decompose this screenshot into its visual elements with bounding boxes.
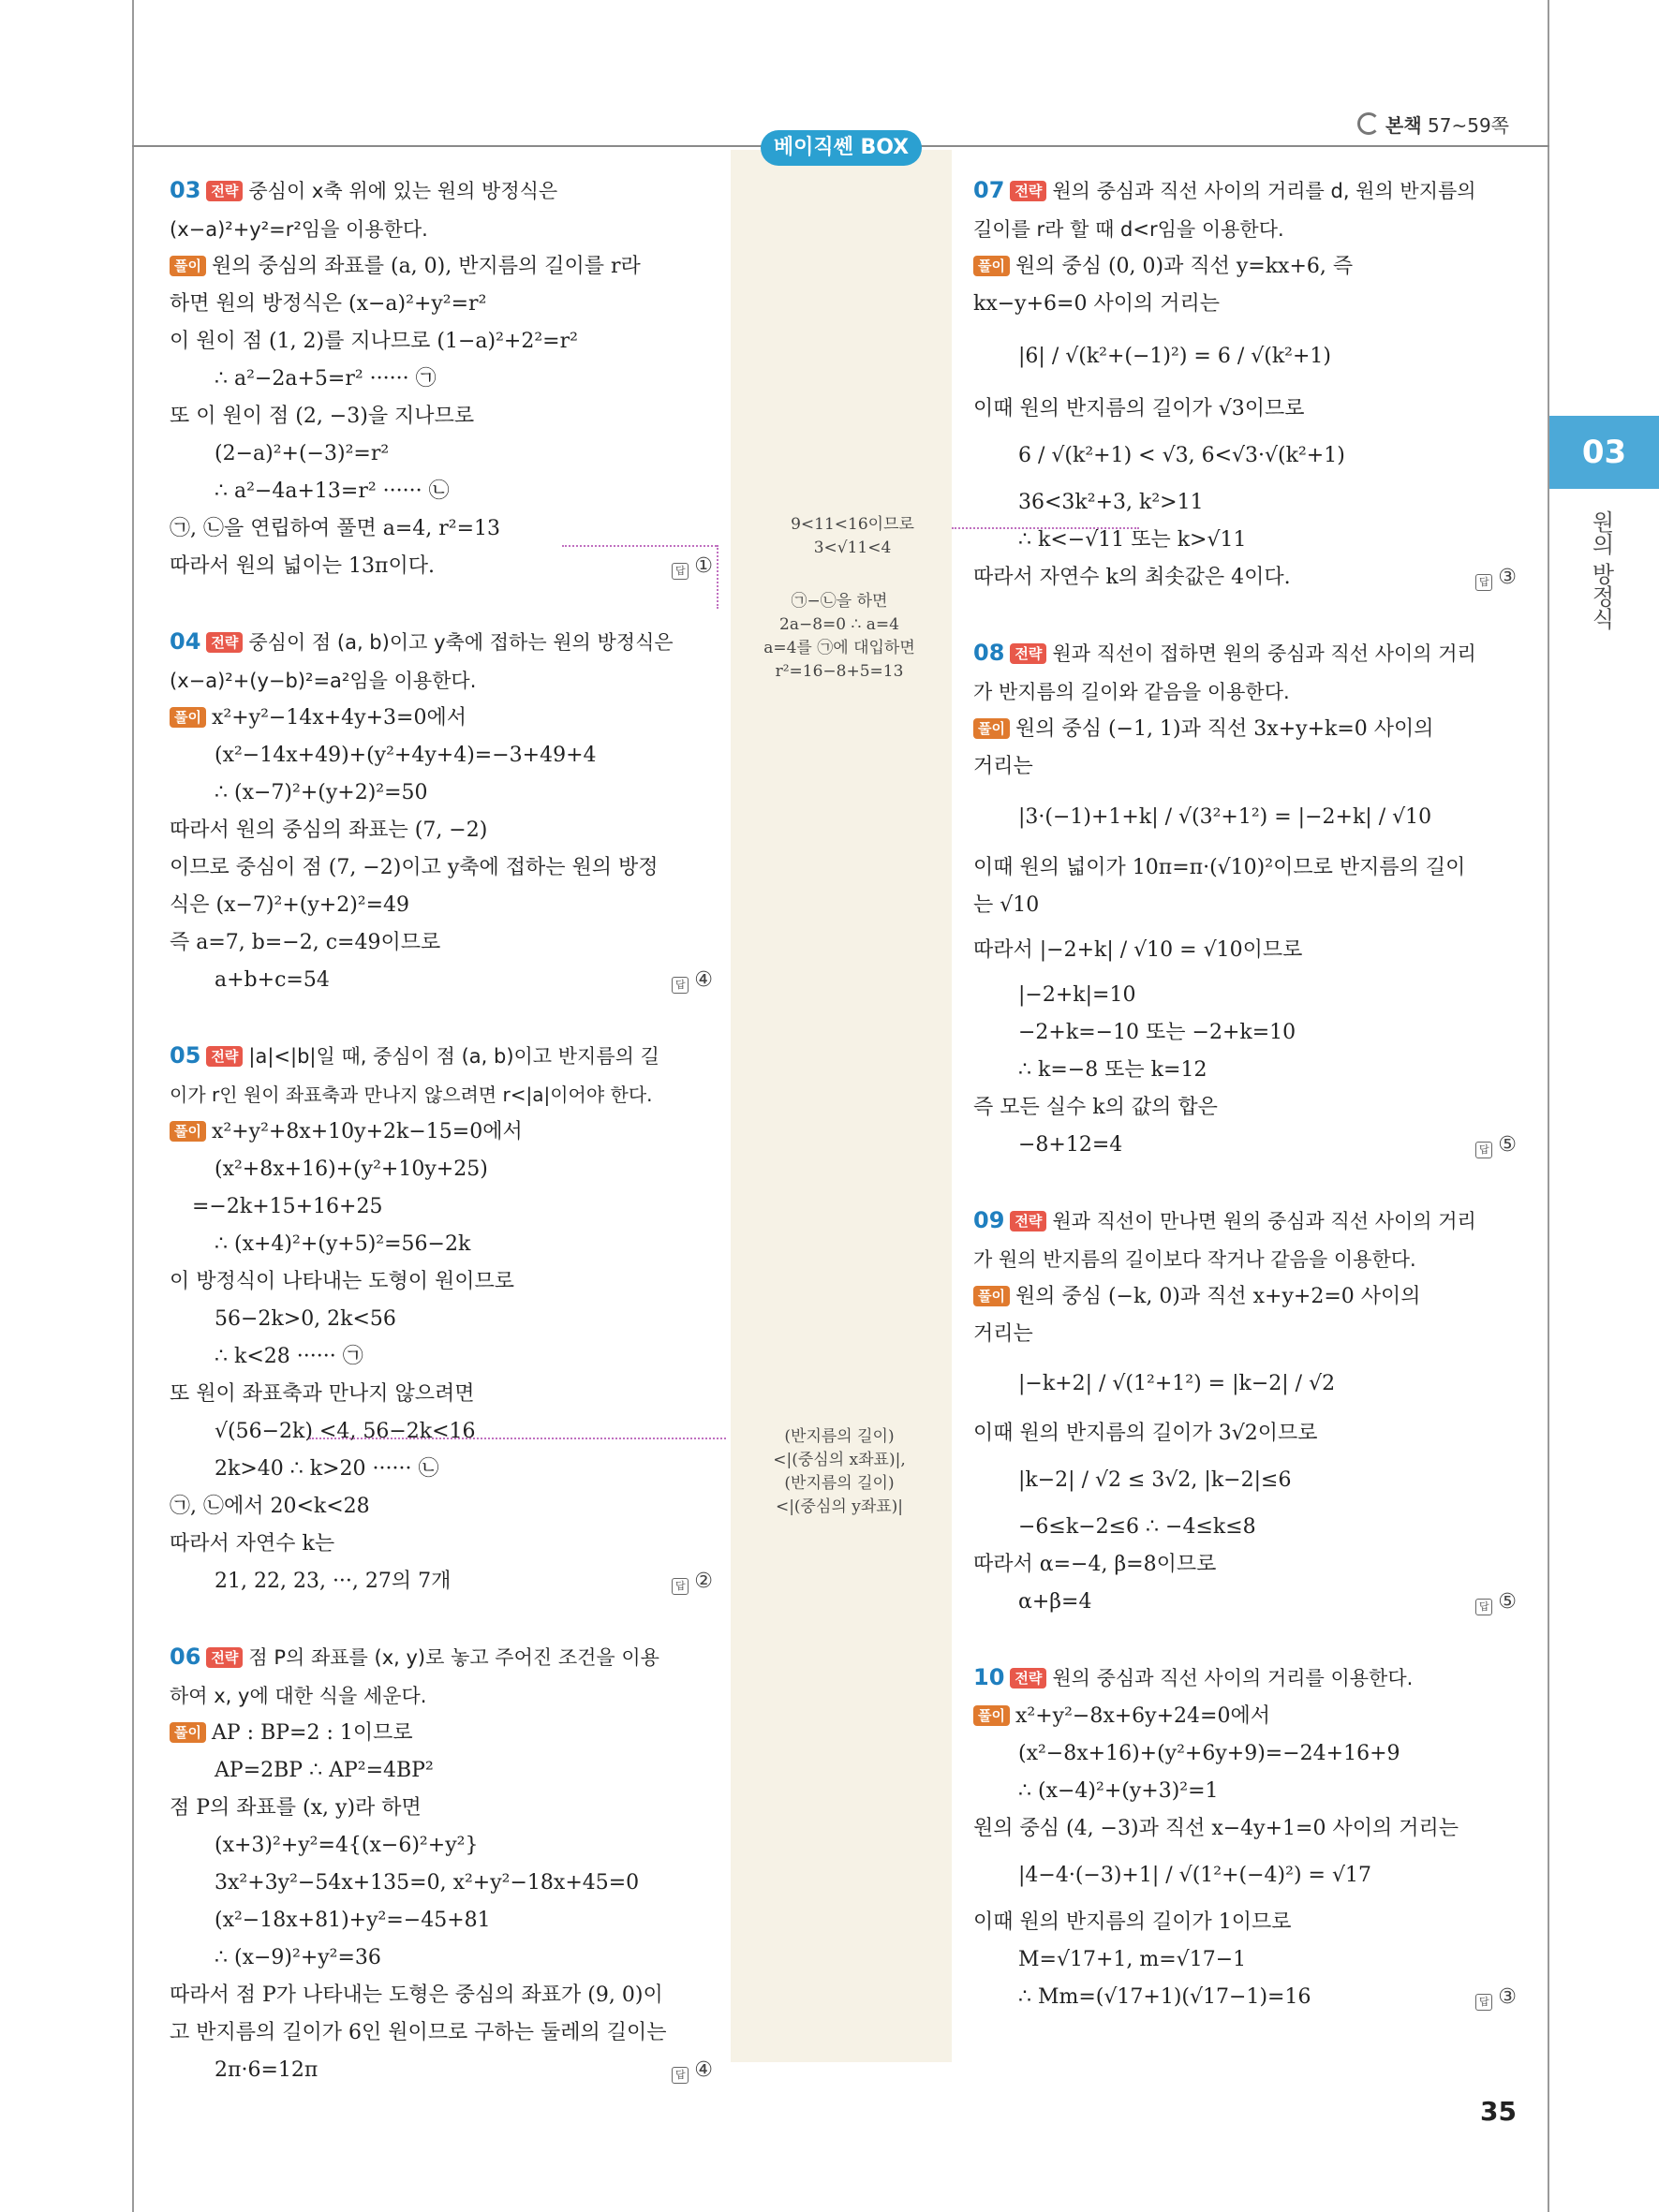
answer-08: 답 ⑤ xyxy=(1475,1127,1517,1164)
page-number: 35 xyxy=(1480,2096,1517,2127)
answer-icon: 답 xyxy=(672,1578,689,1595)
note-radius-condition: (반지름의 길이) <|(중심의 x좌표)|, (반지름의 길이) <|(중심의 y좌표)| xyxy=(773,1427,906,1516)
answer-icon: 답 xyxy=(1475,1994,1492,2011)
problem-09: 09 전략 원과 직선이 만나면 원의 중심과 직선 사이의 거리 가 원의 반지름의 길이보다 작거나 같음을 이용한다. 풀이 원의 중심 (−k, 0)과 직선 x+y+2=0 사이의 거리는 |−k+2| / √(1²+1²) = |k−2| / √2 이때 원의 반지름의 길이가 3√2이므로 |k−2| / √2 ≤ 3√2, |k−2|≤6 −6≤k−2≤6 ∴ −4≤k≤8 따라서 α=−4, β=8이므로 α+β=4 답 ⑤ xyxy=(973,1202,1517,1621)
answer-icon: 답 xyxy=(672,2067,689,2084)
chapter-tab: 03 xyxy=(1549,416,1659,489)
problem-04: 04 전략 중심이 점 (a, b)이고 y축에 접하는 원의 방정식은 (x−a)²+(y−b)²=a²임을 이용한다. 풀이 x²+y²−14x+4y+3=0에서 (x²−14x+49)+(y²+4y+4)=−3+49+4 ∴ (x−7)²+(y+2)²=50 따라서 원의 중심의 좌표는 (7, −2) 이므로 중심이 점 (7, −2)이고 y축에 접하는 원의 방정 식은 (x−7)²+(y+2)²=49 즉 a=7, b=−2, c=49이므로 a+b+c=54 답 ④ xyxy=(170,623,713,999)
answer-05: 답 ② xyxy=(672,1563,713,1600)
textbook-reference: 본책 57~59쪽 xyxy=(1357,111,1509,138)
answer-07: 답 ③ xyxy=(1475,559,1517,597)
problem-05: 05 전략 |a|<|b|일 때, 중심이 점 (a, b)이고 반지름의 길 이가 r인 원이 좌표축과 만나지 않으려면 r<|a|이어야 한다. 풀이 x²+y²+8x+10y+2k−15=0에서 (x²+8x+16)+(y²+10y+25) =−2k+15+16+25 ∴ (x+4)²+(y+5)²=56−2k 이 방정식이 나타내는 도형이 원이므로 56−2k>0, 2k<56 ∴ k<28 ······ ㉠ 또 원이 좌표축과 만나지 않으려면 √(56−2k) <4, 56−2k<16 2k>40 ∴ k>20 ······ ㉡ ㉠, ㉡에서 20<k<28 따라서 자연수 k는 21, 22, 23, ···, 27의 7개 답 ② xyxy=(170,1037,713,1600)
answer-04: 답 ④ xyxy=(672,962,713,999)
problem-10: 10 전략 원의 중심과 직선 사이의 거리를 이용한다. 풀이 x²+y²−8x+6y+24=0에서 (x²−8x+16)+(y²+6y+9)=−24+16+9 ∴ (x−4)²+(y+3)²=1 원의 중심 (4, −3)과 직선 x−4y+1=0 사이의 거리는 |4−4·(−3)+1| / √(1²+(−4)²) = √17 이때 원의 반지름의 길이가 1이므로 M=√17+1, m=√17−1 ∴ Mm=(√17+1)(√17−1)=16 답 ③ xyxy=(973,1659,1517,2016)
answer-icon: 답 xyxy=(1475,1599,1492,1615)
right-column xyxy=(973,171,1517,2054)
problem-07: 07 전략 원의 중심과 직선 사이의 거리를 d, 원의 반지름의 길이를 r라 할 때 d<r임을 이용한다. 풀이 원의 중심 (0, 0)과 직선 y=kx+6, 즉 kx−y+6=0 사이의 거리는 |6| / √(k²+(−1)²) = 6 / √(k²+1) 이때 원의 반지름의 길이가 √3이므로 6 / √(k²+1) < √3, 6<√3·√(k²+1) 36<3k²+3, k²>11 ∴ k<−√11 또는 k>√11 따라서 자연수 k의 최솟값은 4이다. 답 ③ xyxy=(973,171,1517,597)
answer-03: 답 ① xyxy=(672,548,713,585)
note-sqrt11: 9<11<16이므로 3<√11<4 xyxy=(791,515,914,557)
answer-icon: 답 xyxy=(672,977,689,994)
page-frame-left xyxy=(132,0,134,2212)
leader-line-1-vertical xyxy=(717,545,718,609)
reference-icon xyxy=(1357,112,1380,135)
problem-03: 03 전략 중심이 x축 위에 있는 원의 방정식은 (x−a)²+y²=r²임을 이용한다. 풀이 원의 중심의 좌표를 (a, 0), 반지름의 길이를 r라 하면 원의 방정식은 (x−a)²+y²=r² 이 원이 점 (1, 2)를 지나므로 (1−a)²+2²=r² ∴ a²−2a+5=r² ······ ㉠ 또 이 원이 점 (2, −3)을 지나므로 (2−a)²+(−3)²=r² ∴ a²−4a+13=r² ······ ㉡ ㉠, ㉡을 연립하여 풀면 a=4, r²=13 따라서 원의 넓이는 13π이다. 답 ① xyxy=(170,171,713,585)
leader-line-3 xyxy=(309,1438,726,1439)
basic-box-title: 베이직쎈 BOX xyxy=(761,130,922,166)
page-frame-right xyxy=(1548,0,1549,2212)
answer-icon: 답 xyxy=(1475,1142,1492,1158)
strategy-tag: 전략 xyxy=(206,181,243,201)
answer-06: 답 ④ xyxy=(672,2052,713,2089)
answer-icon: 답 xyxy=(672,563,689,580)
note-elimination: ㉠−㉡을 하면 2a−8=0 ∴ a=4 a=4를 ㉠에 대입하면 r²=16−8+5=13 xyxy=(763,592,915,681)
problem-06: 06 전략 점 P의 좌표를 (x, y)로 놓고 주어진 조건을 이용 하여 x, y에 대한 식을 세운다. 풀이 AP : BP=2 : 1이므로 AP=2BP ∴ AP²=4BP² 점 P의 좌표를 (x, y)라 하면 (x+3)²+y²=4{(x−6)²+y²} 3x²+3y²−54x+135=0, x²+y²−18x+45=0 (x²−18x+81)+y²=−45+81 ∴ (x−9)²+y²=36 따라서 점 P가 나타내는 도형은 중심의 좌표가 (9, 0)이 고 반지름의 길이가 6인 원이므로 구하는 둘레의 길이는 2π·6=12π 답 ④ xyxy=(170,1638,713,2089)
chapter-title: 원의 방정식 xyxy=(1588,510,1614,630)
answer-09: 답 ⑤ xyxy=(1475,1584,1517,1621)
leader-line-1 xyxy=(562,545,717,547)
answer-icon: 답 xyxy=(1475,574,1492,591)
solution-tag: 풀이 xyxy=(170,256,206,276)
answer-10: 답 ③ xyxy=(1475,1979,1517,2016)
left-column xyxy=(170,171,713,2127)
basic-box-panel xyxy=(731,150,952,2062)
problem-08: 08 전략 원과 직선이 접하면 원의 중심과 직선 사이의 거리 가 반지름의 길이와 같음을 이용한다. 풀이 원의 중심 (−1, 1)과 직선 3x+y+k=0 사이의 거리는 |3·(−1)+1+k| / √(3²+1²) = |−2+k| / √10 이때 원의 넓이가 10π=π·(√10)²이므로 반지름의 길이 는 √10 따라서 |−2+k| / √10 = √10이므로 |−2+k|=10 −2+k=−10 또는 −2+k=10 ∴ k=−8 또는 k=12 즉 모든 실수 k의 값의 합은 −8+12=4 답 ⑤ xyxy=(973,634,1517,1164)
